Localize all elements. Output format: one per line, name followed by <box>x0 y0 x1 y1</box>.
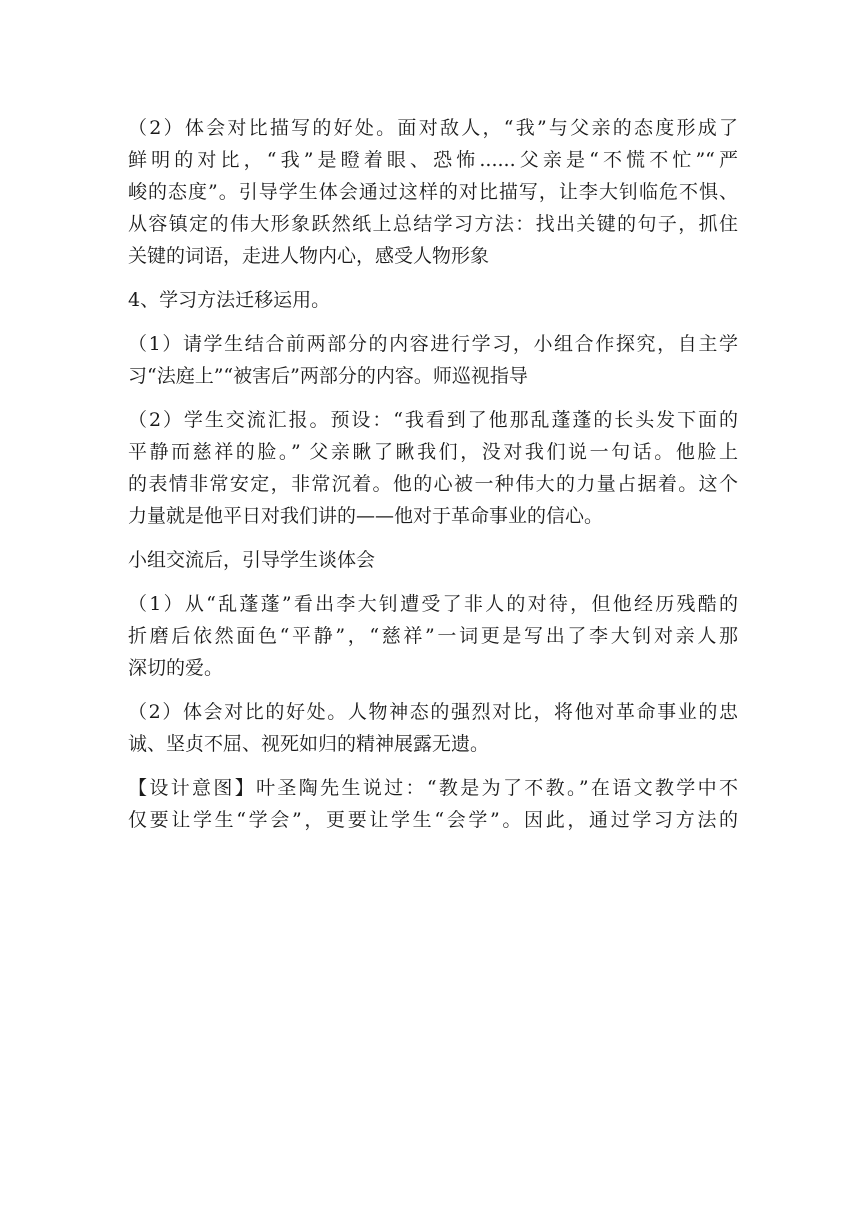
text-line: （1）请学生结合前两部分的内容进行学习，小组合作探究，自主学 <box>128 333 738 355</box>
text-line: 习“法庭上”“被害后”两部分的内容。师巡视指导 <box>128 365 528 387</box>
paragraph-analysis-2 <box>128 696 738 760</box>
paragraph-contrast-description <box>128 112 738 272</box>
paragraph-student-report <box>128 404 738 532</box>
text-line: 小组交流后，引导学生谈体会 <box>128 549 376 571</box>
text-line: （2）体会对比的好处。人物神态的强烈对比，将他对革命事业的忠 <box>128 701 738 723</box>
text-line: （2）体会对比描写的好处。面对敌人，“我”与父亲的态度形成了 <box>128 117 738 139</box>
text-line: （2）学生交流汇报。预设：“我看到了他那乱蓬蓬的长头发下面的 <box>128 409 738 431</box>
text-line: 【设计意图】叶圣陶先生说过：“教是为了不教。”在语文教学中不 <box>128 777 738 799</box>
text-line: 关键的词语，走进人物内心，感受人物形象 <box>128 245 490 267</box>
text-line: 诚、坚贞不屈、视死如归的精神展露无遗。 <box>128 733 490 755</box>
text-line: （1）从“乱蓬蓬”看出李大钊遭受了非人的对待，但他经历残酷的 <box>128 593 738 615</box>
paragraph-section-heading <box>128 284 738 316</box>
paragraph-group-discussion <box>128 544 738 576</box>
text-line: 折磨后依然面色“平静”，“慈祥”一词更是写出了李大钊对亲人那 <box>128 625 738 647</box>
paragraph-group-study <box>128 328 738 392</box>
text-line: 平静而慈祥的脸。” 父亲瞅了瞅我们，没对我们说一句话。他脸上 <box>128 441 738 463</box>
text-line: 仅要让学生“学会”，更要让学生“会学”。因此，通过学习方法的 <box>128 809 738 831</box>
text-line: 从容镇定的伟大形象跃然纸上总结学习方法：找出关键的句子，抓住 <box>128 213 738 235</box>
text-line: 深切的爱。 <box>128 657 224 679</box>
text-line: 的表情非常安定，非常沉着。他的心被一种伟大的力量占据着。这个 <box>128 473 738 495</box>
text-line: 4、学习方法迁移运用。 <box>128 289 331 311</box>
text-line: 力量就是他平日对我们讲的——他对于革命事业的信心。 <box>128 505 604 527</box>
text-line: 鲜明的对比，“我”是瞪着眼、恐怖......父亲是“不慌不忙”“严 <box>128 149 738 171</box>
document-body <box>128 112 738 848</box>
paragraph-analysis-1 <box>128 588 738 684</box>
text-line: 峻的态度”。引导学生体会通过这样的对比描写，让李大钊临危不惧、 <box>128 181 738 203</box>
paragraph-design-intent <box>128 772 738 836</box>
